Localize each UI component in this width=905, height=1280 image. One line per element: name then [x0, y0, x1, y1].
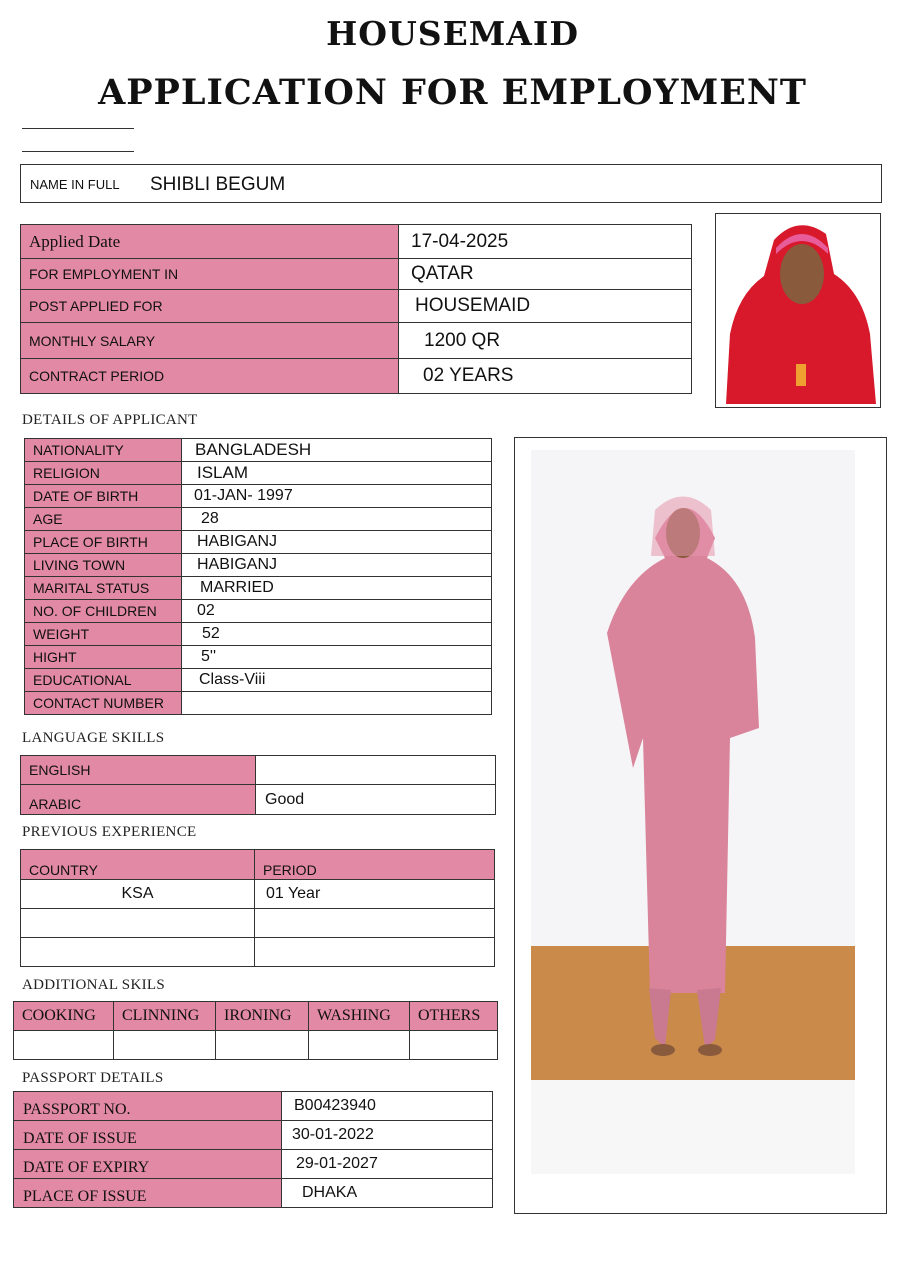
full-body-illustration	[515, 438, 887, 1214]
language-value: Good	[256, 785, 496, 815]
details-label: MARITAL STATUS	[25, 577, 182, 600]
passport-heading: PASSPORT DETAILS	[22, 1070, 164, 1086]
experience-period	[255, 938, 495, 967]
details-label: HIGHT	[25, 646, 182, 669]
details-value: 02	[182, 600, 492, 623]
employment-table	[20, 224, 692, 394]
details-row	[25, 600, 492, 623]
experience-country: KSA	[21, 880, 255, 909]
language-value	[256, 756, 496, 785]
page-title-line1: HOUSEMAID	[326, 14, 579, 53]
skill-washing: WASHING	[309, 1002, 410, 1031]
employment-label: FOR EMPLOYMENT IN	[21, 259, 399, 290]
passport-label: PASSPORT NO.	[14, 1092, 282, 1121]
experience-country	[21, 938, 255, 967]
details-row	[25, 623, 492, 646]
language-row	[21, 756, 496, 785]
portrait-illustration	[716, 214, 881, 408]
details-value: 01-JAN- 1997	[182, 485, 492, 508]
skill-cell	[410, 1031, 498, 1060]
employment-label: CONTRACT PERIOD	[21, 359, 399, 394]
skills-value-row	[14, 1031, 498, 1060]
skill-ironing: IRONING	[216, 1002, 309, 1031]
skill-cell	[309, 1031, 410, 1060]
details-value	[182, 692, 492, 715]
language-heading: LANGUAGE SKILLS	[22, 730, 165, 746]
passport-row	[14, 1150, 493, 1179]
details-value: MARRIED	[182, 577, 492, 600]
details-row	[25, 646, 492, 669]
details-row	[25, 531, 492, 554]
employment-row	[21, 259, 692, 290]
passport-value: 29-01-2027	[282, 1150, 493, 1179]
skill-cleaning: CLINNING	[114, 1002, 216, 1031]
experience-heading: PREVIOUS EXPERIENCE	[22, 824, 197, 840]
details-label: NATIONALITY	[25, 439, 182, 462]
experience-period: 01 Year	[255, 880, 495, 909]
details-row	[25, 577, 492, 600]
passport-label: PLACE OF ISSUE	[14, 1179, 282, 1208]
name-label: NAME IN FULL	[30, 177, 120, 192]
details-label: EDUCATIONAL	[25, 669, 182, 692]
experience-header-country: COUNTRY	[21, 850, 255, 880]
passport-value: DHAKA	[282, 1179, 493, 1208]
passport-row	[14, 1121, 493, 1150]
details-value: HABIGANJ	[182, 531, 492, 554]
skill-cell	[14, 1031, 114, 1060]
skills-table	[13, 1001, 498, 1060]
language-table	[20, 755, 496, 815]
details-label: DATE OF BIRTH	[25, 485, 182, 508]
employment-value: 17-04-2025	[399, 225, 692, 259]
passport-row	[14, 1092, 493, 1121]
details-label: PLACE OF BIRTH	[25, 531, 182, 554]
employment-row	[21, 323, 692, 359]
details-heading: DETAILS OF APPLICANT	[22, 412, 198, 428]
details-value: ISLAM	[182, 462, 492, 485]
experience-row	[21, 909, 495, 938]
employment-row	[21, 290, 692, 323]
details-row	[25, 669, 492, 692]
details-label: NO. OF CHILDREN	[25, 600, 182, 623]
passport-label: DATE OF EXPIRY	[14, 1150, 282, 1179]
name-box	[20, 164, 882, 203]
details-value: HABIGANJ	[182, 554, 492, 577]
details-value: 52	[182, 623, 492, 646]
skills-header-row	[14, 1002, 498, 1031]
employment-value: HOUSEMAID	[399, 290, 692, 323]
details-row	[25, 692, 492, 715]
passport-table	[13, 1091, 493, 1208]
details-table	[24, 438, 492, 715]
details-row	[25, 439, 492, 462]
applicant-full-body-photo	[514, 437, 887, 1214]
skill-others: OTHERS	[410, 1002, 498, 1031]
details-row	[25, 462, 492, 485]
experience-row	[21, 938, 495, 967]
divider-line	[22, 128, 134, 129]
passport-value: 30-01-2022	[282, 1121, 493, 1150]
passport-label: DATE OF ISSUE	[14, 1121, 282, 1150]
experience-period	[255, 909, 495, 938]
skill-cooking: COOKING	[14, 1002, 114, 1031]
skill-cell	[114, 1031, 216, 1060]
name-value: SHIBLI BEGUM	[150, 174, 286, 195]
employment-label: MONTHLY SALARY	[21, 323, 399, 359]
details-value: Class-Viii	[182, 669, 492, 692]
employment-value: 1200 QR	[399, 323, 692, 359]
divider-line	[22, 151, 134, 152]
employment-label: POST APPLIED FOR	[21, 290, 399, 323]
details-value: 5''	[182, 646, 492, 669]
skill-cell	[216, 1031, 309, 1060]
language-label: ENGLISH	[21, 756, 256, 785]
experience-header-period: PERIOD	[255, 850, 495, 880]
experience-header-row	[21, 850, 495, 880]
details-value: BANGLADESH	[182, 439, 492, 462]
details-label: RELIGION	[25, 462, 182, 485]
experience-country	[21, 909, 255, 938]
employment-row	[21, 359, 692, 394]
language-label: ARABIC	[21, 785, 256, 815]
employment-value: 02 YEARS	[399, 359, 692, 394]
details-value: 28	[182, 508, 492, 531]
passport-value: B00423940	[282, 1092, 493, 1121]
details-row	[25, 485, 492, 508]
details-label: AGE	[25, 508, 182, 531]
details-row	[25, 508, 492, 531]
details-label: LIVING TOWN	[25, 554, 182, 577]
details-row	[25, 554, 492, 577]
applicant-portrait-photo	[715, 213, 881, 408]
employment-label: Applied Date	[21, 225, 399, 259]
skills-heading: ADDITIONAL SKILS	[22, 977, 165, 993]
language-row	[21, 785, 496, 815]
details-label: WEIGHT	[25, 623, 182, 646]
employment-row	[21, 225, 692, 259]
details-label: CONTACT NUMBER	[25, 692, 182, 715]
employment-value: QATAR	[399, 259, 692, 290]
experience-row	[21, 880, 495, 909]
experience-table	[20, 849, 495, 967]
page-title-line2: APPLICATION FOR EMPLOYMENT	[98, 72, 807, 113]
passport-row	[14, 1179, 493, 1208]
